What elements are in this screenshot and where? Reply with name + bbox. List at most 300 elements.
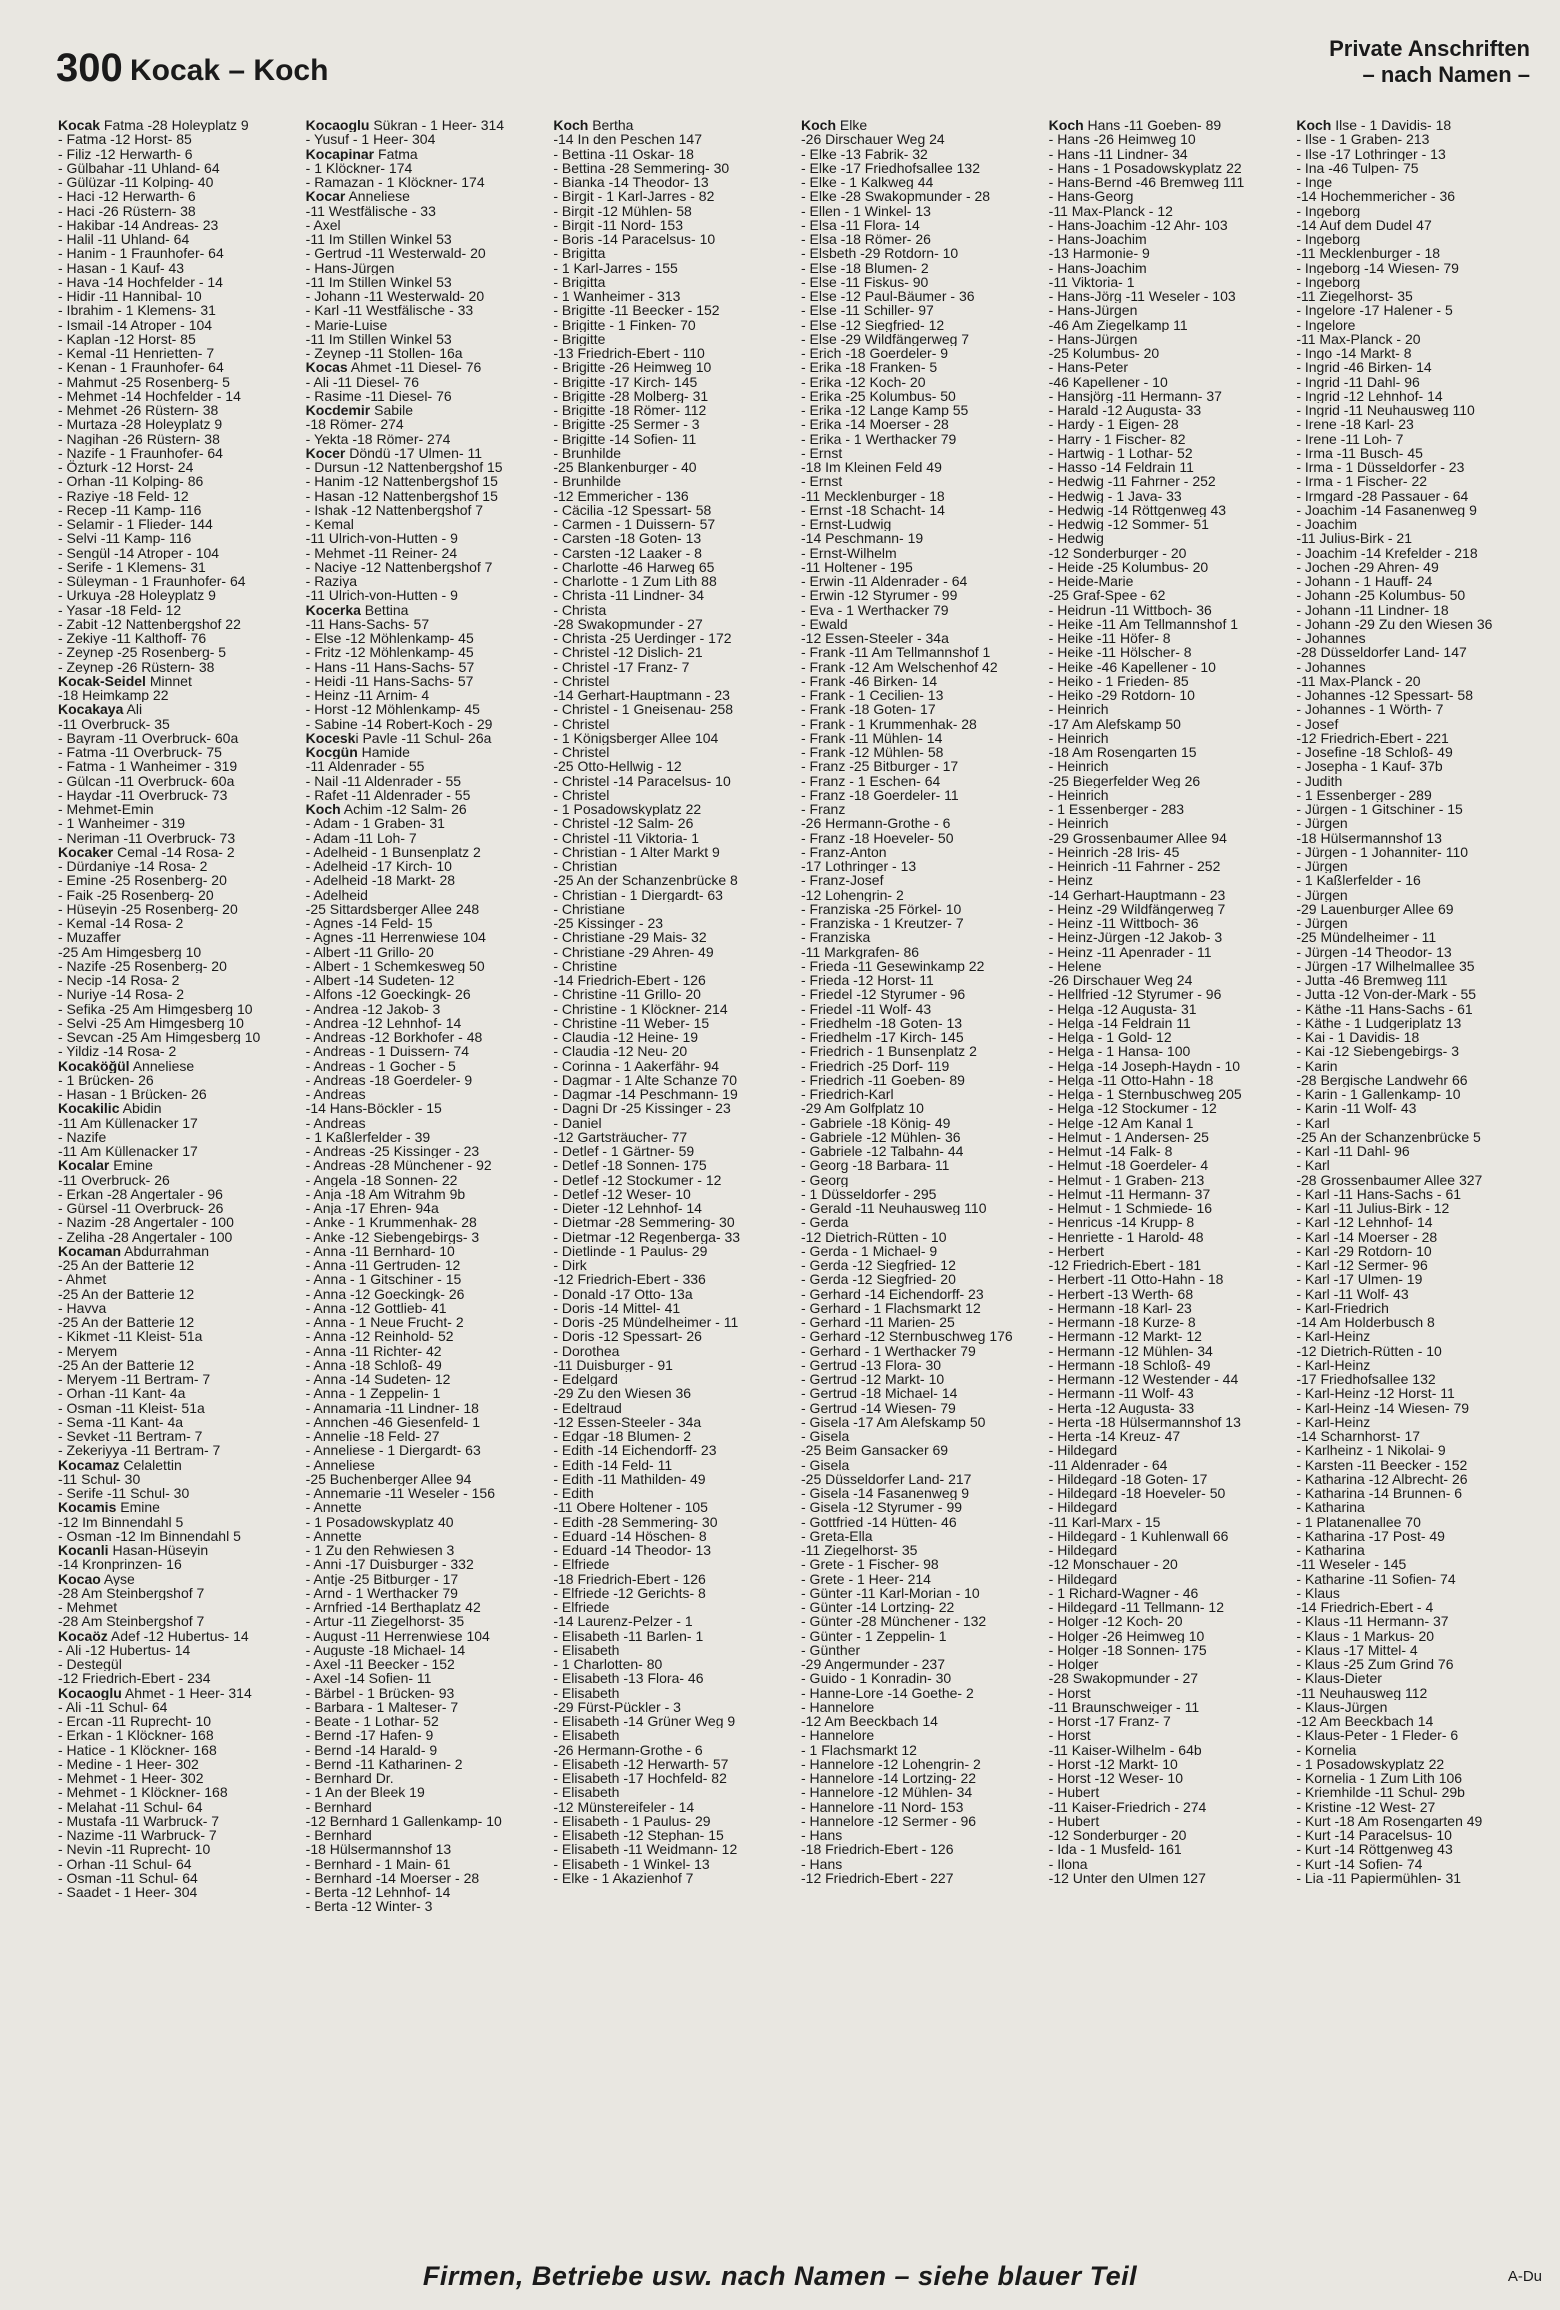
- directory-entry: -18 Im Kleinen Feld 49: [801, 460, 942, 475]
- directory-entry: - Frieda -12 Horst- 11: [801, 973, 934, 988]
- directory-entry: - Mahmut -25 Rosenberg- 5: [58, 374, 230, 389]
- directory-entry: - Elisabeth: [553, 1642, 620, 1657]
- directory-entry: - Kai - 1 Davidis- 18: [1296, 1030, 1420, 1045]
- directory-entry: - Ilse -17 Lothringer - 13: [1296, 146, 1446, 161]
- directory-entry: -11 Im Stillen Winkel 53: [305, 274, 452, 289]
- directory-entry: -14 Scharnhorst- 17: [1296, 1429, 1421, 1444]
- directory-entry: - Necip -14 Rosa- 2: [58, 973, 180, 988]
- directory-entry: -11 Am Küllenacker 17: [58, 1144, 198, 1159]
- directory-entry: - Naciye -12 Nattenbergshof 7: [305, 559, 493, 574]
- directory-entry: - Holger -18 Sonnen- 175: [1048, 1642, 1207, 1657]
- directory-entry: - Andreas -18 Goerdeler- 9: [305, 1072, 473, 1087]
- directory-entry: - Friedhelm -18 Goten- 13: [801, 1015, 963, 1030]
- directory-entry: - Dagni Dr -25 Kissinger - 23: [553, 1101, 731, 1116]
- directory-entry: - Annelie -18 Feld- 27: [305, 1429, 440, 1444]
- directory-entry: - Erika -18 Franken- 5: [801, 360, 938, 375]
- directory-entry: - Medine - 1 Heer- 302: [58, 1756, 199, 1771]
- directory-entry: - Anna -12 Gottlieb- 41: [305, 1300, 447, 1315]
- directory-entry: - Kurt -14 Röttgenweg 43: [1296, 1842, 1453, 1857]
- directory-entry: - Havva: [58, 1300, 107, 1315]
- directory-entry: - Karsten -11 Beecker - 152: [1296, 1457, 1468, 1472]
- directory-entry: -14 Hochemmericher - 36: [1296, 189, 1456, 204]
- directory-entry: - 1 Posadowskyplatz 40: [305, 1514, 454, 1529]
- directory-entry: - Edith -14 Eichendorff- 23: [553, 1443, 717, 1458]
- directory-entry: - Sefika -25 Am Himgesberg 10: [58, 1001, 253, 1016]
- directory-entry: - Hildegard -11 Tellmann- 12: [1048, 1600, 1225, 1615]
- directory-entry: -11 Karl-Marx - 15: [1048, 1514, 1161, 1529]
- directory-entry: Kocaöz Adef -12 Hubertus- 14: [58, 1628, 249, 1643]
- directory-entry: - Elke -17 Friedhofsallee 132: [801, 160, 980, 175]
- directory-entry: - Herta -18 Hülsermannshof 13: [1048, 1414, 1241, 1429]
- directory-entry: - Kemal -14 Rosa- 2: [58, 916, 184, 931]
- directory-entry: -25 Düsseldorfer Land- 217: [801, 1471, 972, 1486]
- directory-entry: -12 Friedrich-Ebert - 181: [1048, 1258, 1202, 1273]
- directory-entry: Koch Ilse - 1 Davidis- 18: [1296, 118, 1452, 133]
- directory-entry: - Mehmet-Emin: [58, 802, 154, 817]
- directory-entry: - Recep -11 Kamp- 116: [58, 502, 202, 517]
- directory-entry: -25 Beim Gansacker 69: [801, 1443, 949, 1458]
- directory-entry: -11 Max-Planck - 20: [1296, 331, 1421, 346]
- directory-entry: - Hubert: [1048, 1813, 1100, 1828]
- directory-entry: - Judith: [1296, 773, 1343, 788]
- directory-entry: -11 Kaiser-Wilhelm - 64b: [1048, 1742, 1202, 1757]
- directory-entry: - Karl -11 Wolf- 43: [1296, 1286, 1409, 1301]
- directory-entry: - Helga - 1 Hansa- 100: [1048, 1044, 1191, 1059]
- directory-entry: -11 Neuhausweg 112: [1296, 1685, 1428, 1700]
- directory-entry: - Christa: [553, 602, 607, 617]
- directory-entry: - Anneliese - 1 Diergardt- 63: [305, 1443, 481, 1458]
- directory-entry: -25 An der Batterie 12: [58, 1357, 195, 1372]
- directory-entry: - Bernd -11 Katharinen- 2: [305, 1756, 463, 1771]
- directory-entry: - Johannes: [1296, 631, 1366, 646]
- directory-entry: - Hans: [801, 1856, 843, 1871]
- directory-entry: - Brigitte -18 Römer- 112: [553, 403, 707, 418]
- directory-entry: - Christine - 1 Klöckner- 214: [553, 1001, 728, 1016]
- directory-entry: - Nevin -11 Ruprecht- 10: [58, 1842, 211, 1857]
- directory-entry: - Yasar -18 Feld- 12: [58, 602, 182, 617]
- directory-entry: -17 Friedhofsallee 132: [1296, 1372, 1436, 1387]
- directory-entry: - Heinz: [1048, 873, 1094, 888]
- directory-entry: - Gerda -12 Siegfried- 12: [801, 1258, 956, 1273]
- directory-entry: - Günter -11 Karl-Morian - 10: [801, 1585, 980, 1600]
- directory-entry: - Ewald: [801, 616, 848, 631]
- directory-entry: - Horst: [1048, 1685, 1091, 1700]
- directory-entry: - Franziska - 1 Kreutzer- 7: [801, 916, 964, 931]
- directory-entry: - 1 Brücken- 26: [58, 1072, 154, 1087]
- directory-entry: - Edith -14 Feld- 11: [553, 1457, 673, 1472]
- directory-entry: -18 Römer- 274: [305, 417, 404, 432]
- directory-entry: - Anna - 1 Gitschiner - 15: [305, 1272, 462, 1287]
- directory-entry: - Kurt -18 Am Rosengarten 49: [1296, 1813, 1483, 1828]
- directory-entry: - Horst -17 Franz- 7: [1048, 1714, 1171, 1729]
- directory-entry: - Frank - 1 Krummenhak- 28: [801, 716, 977, 731]
- directory-entry: -46 Kapellener - 10: [1048, 374, 1168, 389]
- directory-entry: - Franz-Josef: [801, 873, 884, 888]
- directory-entry: - Carsten -12 Laaker - 8: [553, 545, 702, 560]
- directory-entry: - Haydar -11 Overbruck- 73: [58, 787, 228, 802]
- directory-entry: - Melahat -11 Schul- 64: [58, 1799, 203, 1814]
- directory-entry: Kocaoglu Ahmet - 1 Heer- 314: [58, 1685, 252, 1700]
- directory-entry: - Rafet -11 Aldenrader - 55: [305, 787, 471, 802]
- directory-entry: -11 Kaiser-Friedrich - 274: [1048, 1799, 1207, 1814]
- directory-entry: -28 Düsseldorfer Land- 147: [1296, 645, 1467, 660]
- directory-entry: -14 Friedrich-Ebert - 4: [1296, 1600, 1434, 1615]
- directory-entry: - Murtaza -28 Holeyplatz 9: [58, 417, 223, 432]
- directory-entry: -12 Dietrich-Rütten - 10: [801, 1229, 947, 1244]
- section-title: [1329, 36, 1530, 88]
- directory-entry: - Josefine -18 Schloß- 49: [1296, 745, 1453, 760]
- directory-entry: - Claudia -12 Heine- 19: [553, 1030, 699, 1045]
- directory-entry: -28 Am Steinbergshof 7: [58, 1585, 205, 1600]
- directory-entry: -14 Am Holderbusch 8: [1296, 1315, 1435, 1330]
- directory-entry: - Rasime -11 Diesel- 76: [305, 388, 452, 403]
- directory-entry: - Heinrich: [1048, 816, 1109, 831]
- directory-entry: - Klaus -17 Mittel- 4: [1296, 1642, 1418, 1657]
- directory-entry: - Andrea -12 Jakob- 3: [305, 1001, 441, 1016]
- directory-entry: - Gülüzar -11 Kolping- 40: [58, 175, 214, 190]
- directory-entry: - Orhan -11 Schul- 64: [58, 1856, 192, 1871]
- directory-entry: - Frank -11 Am Tellmannshof 1: [801, 645, 991, 660]
- directory-entry: - Helmut - 1 Graben- 213: [1048, 1172, 1205, 1187]
- directory-entry: - Irene -18 Karl- 23: [1296, 417, 1414, 432]
- directory-entry: - Süleyman - 1 Fraunhofer- 64: [58, 574, 246, 589]
- directory-entry: - Karl -17 Ulmen- 19: [1296, 1272, 1423, 1287]
- directory-entry: - Heinrich: [1048, 787, 1109, 802]
- directory-entry: - Hasan - 1 Brücken- 26: [58, 1087, 207, 1102]
- directory-entry: Koch Elke: [801, 118, 868, 133]
- directory-entry: - Hans-Jürgen: [305, 260, 395, 275]
- directory-column-1: [58, 118, 290, 2246]
- directory-entry: - Heidi -11 Hans-Sachs- 57: [305, 673, 474, 688]
- directory-entry: - Dürdaniye -14 Rosa- 2: [58, 859, 208, 874]
- directory-entry: - Kenan - 1 Fraunhofer- 64: [58, 360, 224, 375]
- directory-entry: - Irma -11 Busch- 45: [1296, 445, 1423, 460]
- directory-entry: - Karin -11 Wolf- 43: [1296, 1101, 1417, 1116]
- directory-entry: - Jürgen: [1296, 859, 1348, 874]
- directory-entry: - Albert -11 Grillo- 20: [305, 944, 434, 959]
- directory-entry: - Karl -12 Lehnhof- 14: [1296, 1215, 1433, 1230]
- directory-entry: - Elisabeth -11 Barlen- 1: [553, 1628, 704, 1643]
- directory-entry: - Johann -29 Zu den Wiesen 36: [1296, 616, 1493, 631]
- directory-entry: - Katharine -11 Sofien- 74: [1296, 1571, 1456, 1586]
- directory-entry: - Arnfried -14 Berthaplatz 42: [305, 1600, 481, 1615]
- section-title-line-1: Private Anschriften: [1329, 36, 1530, 61]
- directory-entry: -25 Sittardsberger Allee 248: [305, 901, 480, 916]
- directory-entry: - Neriman -11 Overbruck- 73: [58, 830, 236, 845]
- directory-entry: - Kornelia - 1 Zum Lith 106: [1296, 1771, 1463, 1786]
- directory-entry: - Helmut -11 Hermann- 37: [1048, 1186, 1211, 1201]
- directory-entry: - Andreas - 1 Gocher - 5: [305, 1058, 456, 1073]
- directory-entry: - Boris -14 Paracelsus- 10: [553, 232, 716, 247]
- directory-entry: - Hannelore -11 Nord- 153: [801, 1799, 964, 1814]
- directory-entry: - Eva - 1 Werthacker 79: [801, 602, 949, 617]
- directory-entry: - Else -11 Schiller- 97: [801, 303, 934, 318]
- directory-entry: - Inge: [1296, 175, 1333, 190]
- directory-entry: - Gerhard - 1 Flachsmarkt 12: [801, 1300, 981, 1315]
- directory-entry: - Hermann -11 Wolf- 43: [1048, 1386, 1194, 1401]
- directory-entry: Koceski Pavle -11 Schul- 26a: [305, 730, 492, 745]
- directory-entry: - Frank -11 Mühlen- 14: [801, 730, 943, 745]
- directory-entry: - Karl: [1296, 1115, 1330, 1130]
- directory-entry: - Sabine -14 Robert-Koch - 29: [305, 716, 493, 731]
- directory-entry: - Gülbahar -11 Uhland- 64: [58, 160, 220, 175]
- directory-entry: - Ingrid -12 Lehnhof- 14: [1296, 388, 1443, 403]
- directory-entry: - Adelheid - 1 Bunsenplatz 2: [305, 844, 481, 859]
- directory-entry: - Hildegard -18 Hoeveler- 50: [1048, 1486, 1226, 1501]
- directory-entry: - Ali -11 Schul- 64: [58, 1699, 168, 1714]
- directory-entry: - 1 Wanheimer - 313: [553, 289, 681, 304]
- directory-entry: - Brigitte -17 Kirch- 145: [553, 374, 698, 389]
- directory-entry: -28 Swakopmunder - 27: [1048, 1671, 1199, 1686]
- directory-entry: - Helga -14 Joseph-Haydn - 10: [1048, 1058, 1241, 1073]
- directory-entry: - Harry - 1 Fischer- 82: [1048, 431, 1186, 446]
- directory-entry: - Elfriede -12 Gerichts- 8: [553, 1585, 706, 1600]
- directory-entry: - Heide-Marie: [1048, 574, 1134, 589]
- directory-entry: - Erwin -11 Aldenrader - 64: [801, 574, 968, 589]
- directory-entry: - Herbert -13 Werth- 68: [1048, 1286, 1194, 1301]
- directory-entry: - Karl: [1296, 1158, 1330, 1173]
- directory-entry: - Christel: [553, 745, 610, 760]
- directory-entry: - Jürgen -14 Theodor- 13: [1296, 944, 1452, 959]
- directory-entry: - Anna -14 Sudeten- 12: [305, 1372, 451, 1387]
- directory-entry: - Elsa -18 Römer- 26: [801, 232, 931, 247]
- directory-entry: -11 Am Küllenacker 17: [58, 1115, 198, 1130]
- directory-entry: -11 Overbruck- 26: [58, 1172, 170, 1187]
- directory-entry: -13 Harmonie- 9: [1048, 246, 1150, 261]
- directory-entry: - Anke - 1 Krummenhak- 28: [305, 1215, 477, 1230]
- directory-entry: - Zekeriyya -11 Bertram- 7: [58, 1443, 221, 1458]
- directory-entry: - Hasso -14 Feldrain 11: [1048, 460, 1194, 475]
- directory-entry: - 1 Kaßlerfelder - 16: [1296, 873, 1421, 888]
- directory-entry: - Hansjörg -11 Hermann- 37: [1048, 388, 1222, 403]
- directory-entry: - Fritz -12 Möhlenkamp- 45: [305, 645, 474, 660]
- directory-entry: - Ali -12 Hubertus- 14: [58, 1642, 191, 1657]
- directory-entry: - Ingeborg: [1296, 274, 1361, 289]
- directory-entry: - Andreas -12 Borkhofer - 48: [305, 1030, 483, 1045]
- directory-entry: - Herbert: [1048, 1243, 1104, 1258]
- directory-entry: - Hellfried -12 Styrumer - 96: [1048, 987, 1222, 1002]
- directory-entry: - Hanne-Lore -14 Goethe- 2: [801, 1685, 974, 1700]
- directory-entry: - Ingrid -46 Birken- 14: [1296, 360, 1432, 375]
- directory-entry: - Elfriede: [553, 1600, 610, 1615]
- directory-entry: - Annette: [305, 1500, 362, 1515]
- directory-entry: - Karin: [1296, 1058, 1338, 1073]
- directory-entry: - Gerhard -14 Eichendorff- 23: [801, 1286, 984, 1301]
- directory-entry: - Erika -12 Koch- 20: [801, 374, 926, 389]
- directory-column-3: [553, 118, 785, 2246]
- directory-entry: - Antje -25 Bitburger - 17: [305, 1571, 459, 1586]
- directory-entry: - Erika -12 Lange Kamp 55: [801, 403, 969, 418]
- directory-entry: -12 Friedrich-Ebert - 227: [801, 1870, 954, 1885]
- directory-entry: - Irma - 1 Düsseldorfer - 23: [1296, 460, 1465, 475]
- directory-entry: - Friedhelm -17 Kirch- 145: [801, 1030, 964, 1045]
- directory-entry: -18 Hülsermannshof 13: [1296, 830, 1442, 845]
- directory-entry: - Josepha - 1 Kauf- 37b: [1296, 759, 1443, 774]
- directory-entry: -11 Aldenrader - 55: [305, 759, 425, 774]
- directory-entry: Kocerka Bettina: [305, 602, 409, 617]
- directory-entry: -11 Ulrich-von-Hutten - 9: [305, 588, 458, 603]
- directory-entry: - Dagmar -14 Peschmann- 19: [553, 1087, 738, 1102]
- directory-entry: - Nuriye -14 Rosa- 2: [58, 987, 185, 1002]
- directory-entry: -46 Am Ziegelkamp 11: [1048, 317, 1188, 332]
- directory-entry: - Axel -11 Beecker - 152: [305, 1657, 455, 1672]
- directory-entry: - Klaus: [1296, 1585, 1340, 1600]
- directory-entry: - Nazife: [58, 1129, 107, 1144]
- directory-entry: - Corinna - 1 Aakerfähr- 94: [553, 1058, 720, 1073]
- directory-entry: - Sema -11 Kant- 4a: [58, 1414, 184, 1429]
- directory-entry: -17 Am Alefskamp 50: [1048, 716, 1181, 731]
- directory-entry: - Helga - 1 Sternbuschweg 205: [1048, 1087, 1242, 1102]
- directory-entry: -12 Friedrich-Ebert - 234: [58, 1671, 211, 1686]
- directory-entry: -12 Bernhard 1 Gallenkamp- 10: [305, 1813, 502, 1828]
- directory-entry: - Angela -18 Sonnen- 22: [305, 1172, 458, 1187]
- directory-entry: - Meryem: [58, 1343, 118, 1358]
- directory-column-4: [801, 118, 1033, 2246]
- directory-entry: - Berta -12 Winter- 3: [305, 1899, 433, 1914]
- directory-entry: - Christel -17 Franz- 7: [553, 659, 690, 674]
- directory-entry: - Eduard -14 Höschen- 8: [553, 1528, 707, 1543]
- directory-entry: - Christine -11 Grillo- 20: [553, 987, 701, 1002]
- directory-entry: - 1 Posadowskyplatz 22: [553, 802, 702, 817]
- directory-entry: - Doris -14 Mittel- 41: [553, 1300, 681, 1315]
- directory-entry: - Carsten -18 Goten- 13: [553, 531, 702, 546]
- directory-entry: - Irmgard -28 Passauer - 64: [1296, 488, 1469, 503]
- directory-entry: - Klaus-Dieter: [1296, 1671, 1382, 1686]
- directory-entry: - Zabit -12 Nattenbergshof 22: [58, 616, 241, 631]
- directory-entry: - Gisela: [801, 1429, 850, 1444]
- directory-entry: - Fatma -11 Overbruck- 75: [58, 745, 222, 760]
- footer-code: A-Du: [1507, 2268, 1542, 2285]
- directory-entry: - Hermann -18 Kurze- 8: [1048, 1315, 1196, 1330]
- directory-entry: - Ernst: [801, 474, 843, 489]
- directory-entry: -25 Biegerfelder Weg 26: [1048, 773, 1201, 788]
- directory-entry: - Johann -11 Westerwald- 20: [305, 289, 485, 304]
- directory-entry: - Gertrud -18 Michael- 14: [801, 1386, 958, 1401]
- directory-entry: -25 Blankenburger - 40: [553, 460, 697, 475]
- directory-entry: - Johannes: [1296, 659, 1366, 674]
- directory-entry: - Karl -11 Westfälische - 33: [305, 303, 474, 318]
- directory-entry: - Franz: [801, 802, 846, 817]
- directory-entry: - Hannelore -12 Mühlen- 34: [801, 1785, 973, 1800]
- directory-entry: - Hermann -18 Karl- 23: [1048, 1300, 1192, 1315]
- directory-entry: - Kristine -12 West- 27: [1296, 1799, 1436, 1814]
- directory-column-6: [1296, 118, 1528, 2246]
- directory-entry: - Jürgen - 1 Gitschiner - 15: [1296, 802, 1463, 817]
- directory-entry: - Hans-Joachim: [1048, 260, 1147, 275]
- directory-entry: -11 Weseler - 145: [1296, 1557, 1407, 1572]
- directory-entry: - 1 Düsseldorfer - 295: [801, 1186, 937, 1201]
- directory-entry: - Horst -12 Weser- 10: [1048, 1771, 1183, 1786]
- directory-entry: - Dagmar - 1 Alte Schanze 70: [553, 1072, 737, 1087]
- directory-entry: - Jürgen: [1296, 916, 1348, 931]
- directory-entry: Kocamis Emine: [58, 1500, 160, 1515]
- directory-entry: - Barbara - 1 Malteser- 7: [305, 1699, 459, 1714]
- directory-entry: - Christine: [553, 958, 618, 973]
- directory-entry: -12 Gartsträucher- 77: [553, 1129, 688, 1144]
- directory-entry: - Gürsel -11 Overbruck- 26: [58, 1201, 224, 1216]
- directory-entry: - Franz -18 Goerdeler- 11: [801, 787, 959, 802]
- footer-note: Firmen, Betriebe usw. nach Namen – siehe blauer Teil: [422, 2261, 1138, 2291]
- directory-entry: - Albert - 1 Schemkesweg 50: [305, 958, 485, 973]
- directory-entry: - Else -12 Paul-Bäumer - 36: [801, 289, 975, 304]
- directory-entry: - Dieter -12 Lehnhof- 14: [553, 1201, 702, 1216]
- directory-entry: -14 Gerhart-Hauptmann - 23: [553, 688, 730, 703]
- directory-entry: - Raziya: [305, 574, 358, 589]
- directory-entry: - Anna -11 Gertruden- 12: [305, 1258, 461, 1273]
- directory-entry: -25 An der Batterie 12: [58, 1286, 195, 1301]
- directory-entry: - Else -29 Wildfängerweg 7: [801, 331, 970, 346]
- directory-entry: - Fatma -12 Horst- 85: [58, 132, 192, 147]
- directory-entry: - Emine -25 Rosenberg- 20: [58, 873, 227, 888]
- directory-entry: - Dursun -12 Nattenbergshof 15: [305, 460, 503, 475]
- directory-entry: - Fatma - 1 Wanheimer - 319: [58, 759, 238, 774]
- directory-entry: - Andreas - 1 Duissern- 74: [305, 1044, 470, 1059]
- directory-entry: - Auguste -18 Michael- 14: [305, 1642, 466, 1657]
- directory-entry: - Kriemhilde -11 Schul- 29b: [1296, 1785, 1465, 1800]
- directory-entry: - Hans - 1 Posadowskyplatz 22: [1048, 160, 1242, 175]
- directory-entry: -12 Lohengrin- 2: [801, 887, 904, 902]
- directory-entry: - Heiko - 1 Frieden- 85: [1048, 673, 1189, 688]
- directory-entry: - Friedrich - 1 Bunsenplatz 2: [801, 1044, 977, 1059]
- directory-entry: - Elsbeth -29 Rotdorn- 10: [801, 246, 959, 261]
- directory-entry: -25 An der Batterie 12: [58, 1258, 195, 1273]
- directory-entry: - Karlheinz - 1 Nikolai- 9: [1296, 1443, 1446, 1458]
- directory-entry: - Johann - 1 Hauff- 24: [1296, 574, 1433, 589]
- directory-entry: - Bianka -14 Theodor- 13: [553, 175, 709, 190]
- directory-entry: - Bärbel - 1 Brücken- 93: [305, 1685, 455, 1700]
- directory-entry: -14 Friedrich-Ebert - 126: [553, 973, 706, 988]
- directory-entry: - Christel - 1 Gneisenau- 258: [553, 702, 734, 717]
- directory-entry: - Axel -14 Sofien- 11: [305, 1671, 432, 1686]
- directory-entry: Koch Bertha: [553, 118, 634, 133]
- directory-entry: - Helga - 1 Gold- 12: [1048, 1030, 1172, 1045]
- directory-entry: - Hanim -12 Nattenbergshof 15: [305, 474, 498, 489]
- directory-entry: - Franz-Anton: [801, 844, 887, 859]
- directory-entry: -18 Friedrich-Ebert - 126: [553, 1571, 706, 1586]
- directory-entry: - Yekta -18 Römer- 274: [305, 431, 451, 446]
- directory-entry: -25 Mündelheimer - 11: [1296, 930, 1437, 945]
- directory-entry: - Hannelore -12 Sermer - 96: [801, 1813, 977, 1828]
- directory-entry: - Charlotte -46 Harweg 65: [553, 559, 715, 574]
- directory-entry: - Helga -14 Feldrain 11: [1048, 1015, 1191, 1030]
- directory-entry: - Anna -11 Richter- 42: [305, 1343, 442, 1358]
- directory-entry: - Jürgen: [1296, 887, 1348, 902]
- directory-entry: - Günter -28 Münchener - 132: [801, 1614, 987, 1629]
- directory-entry: -26 Dirschauer Weg 24: [801, 132, 945, 147]
- directory-entry: - Elisabeth -12 Stephan- 15: [553, 1828, 724, 1843]
- directory-entry: - Heide -25 Kolumbus- 20: [1048, 559, 1209, 574]
- directory-entry: - Claudia -12 Neu- 20: [553, 1044, 688, 1059]
- directory-entry: -11 Holtener - 195: [801, 559, 913, 574]
- directory-entry: - Elisabeth -11 Weidmann- 12: [553, 1842, 738, 1857]
- directory-entry: -11 Im Stillen Winkel 53: [305, 232, 452, 247]
- directory-entry: - Frank -12 Mühlen- 58: [801, 745, 944, 760]
- directory-entry: - Hermann -12 Mühlen- 34: [1048, 1343, 1213, 1358]
- directory-entry: - Friedrich -11 Goeben- 89: [801, 1072, 965, 1087]
- directory-entry: - Erkan - 1 Klöckner- 168: [58, 1728, 214, 1743]
- directory-entry: - Ali -11 Diesel- 76: [305, 374, 419, 389]
- directory-entry: - Joachim -14 Krefelder - 218: [1296, 545, 1478, 560]
- directory-entry: - Hava -14 Hochfelder - 14: [58, 274, 223, 289]
- directory-entry: - Saadet - 1 Heer- 304: [58, 1885, 198, 1900]
- directory-entry: - Christiane -29 Mais- 32: [553, 930, 707, 945]
- directory-entry: - Irene -11 Loh- 7: [1296, 431, 1404, 446]
- directory-entry: - Mustafa -11 Warbruck- 7: [58, 1813, 220, 1828]
- directory-entry: - Alfons -12 Goeckingk- 26: [305, 987, 471, 1002]
- directory-entry: - Bernhard - 1 Main- 61: [305, 1856, 451, 1871]
- directory-entry: - Detlef -12 Stockumer - 12: [553, 1172, 722, 1187]
- directory-entry: -11 Ziegelhorst- 35: [801, 1543, 918, 1558]
